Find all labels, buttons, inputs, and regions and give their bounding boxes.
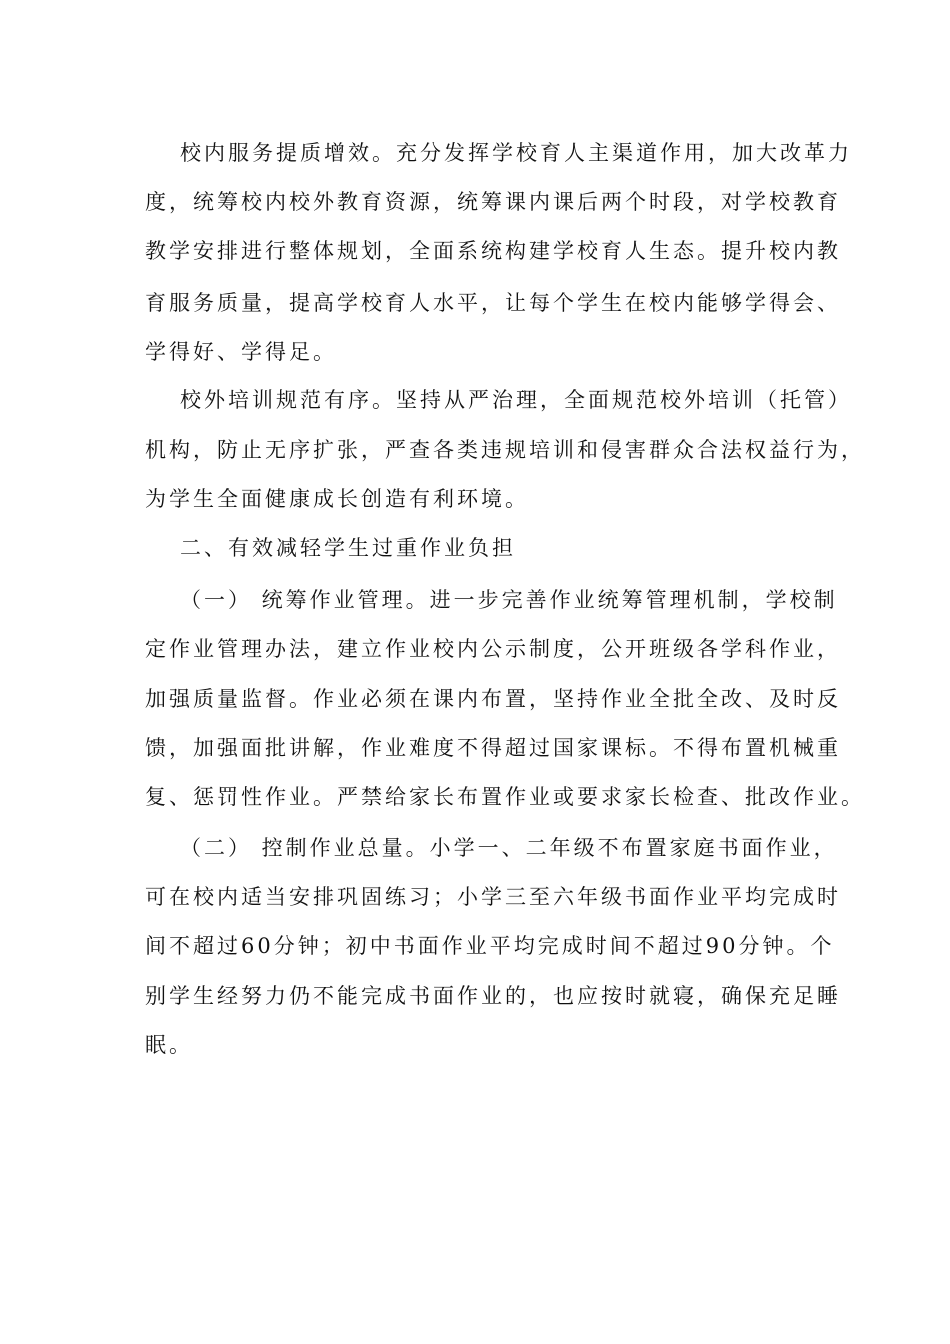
paragraph-1-line-2: 度，统筹校内校外教育资源，统筹课内课后两个时段，对学校教育 (145, 190, 841, 214)
paragraph-3-line-1: （一） 统筹作业管理。进一步完善作业统筹管理机制，学校制 (180, 588, 838, 612)
section-heading: 二、有效减轻学生过重作业负担 (180, 536, 516, 560)
paragraph-4-line-2: 可在校内适当安排巩固练习；小学三至六年级书面作业平均完成时 (145, 885, 841, 909)
paragraph-3-line-3: 加强质量监督。作业必须在课内布置，坚持作业全批全改、及时反 (145, 687, 841, 711)
paragraph-2-line-2: 机构，防止无序扩张，严查各类违规培训和侵害群众合法权益行为， (145, 438, 865, 462)
paragraph-3-line-4: 馈，加强面批讲解，作业难度不得超过国家课标。不得布置机械重 (145, 736, 841, 760)
paragraph-4-line-1: （二） 控制作业总量。小学一、二年级不布置家庭书面作业， (180, 836, 838, 860)
paragraph-3-line-2: 定作业管理办法，建立作业校内公示制度，公开班级各学科作业， (145, 637, 841, 661)
paragraph-4-line-4: 别学生经努力仍不能完成书面作业的，也应按时就寝，确保充足睡 (145, 984, 841, 1008)
paragraph-2-line-1: 校外培训规范有序。坚持从严治理，全面规范校外培训（托管） (180, 388, 852, 412)
paragraph-1-line-1: 校内服务提质增效。充分发挥学校育人主渠道作用，加大改革力 (180, 141, 852, 165)
paragraph-3-line-5: 复、惩罚性作业。严禁给家长布置作业或要求家长检查、批改作业。 (145, 785, 865, 809)
paragraph-1-line-3: 教学安排进行整体规划，全面系统构建学校育人生态。提升校内教 (145, 239, 841, 263)
paragraph-1-line-5: 学得好、学得足。 (145, 340, 337, 364)
paragraph-4-line-3: 间不超过60分钟；初中书面作业平均完成时间不超过90分钟。个 (145, 934, 835, 958)
paragraph-4-line-5: 眠。 (145, 1033, 193, 1057)
paragraph-1-line-4: 育服务质量，提高学校育人水平，让每个学生在校内能够学得会、 (145, 291, 841, 315)
paragraph-2-line-3: 为学生全面健康成长创造有利环境。 (145, 487, 529, 511)
